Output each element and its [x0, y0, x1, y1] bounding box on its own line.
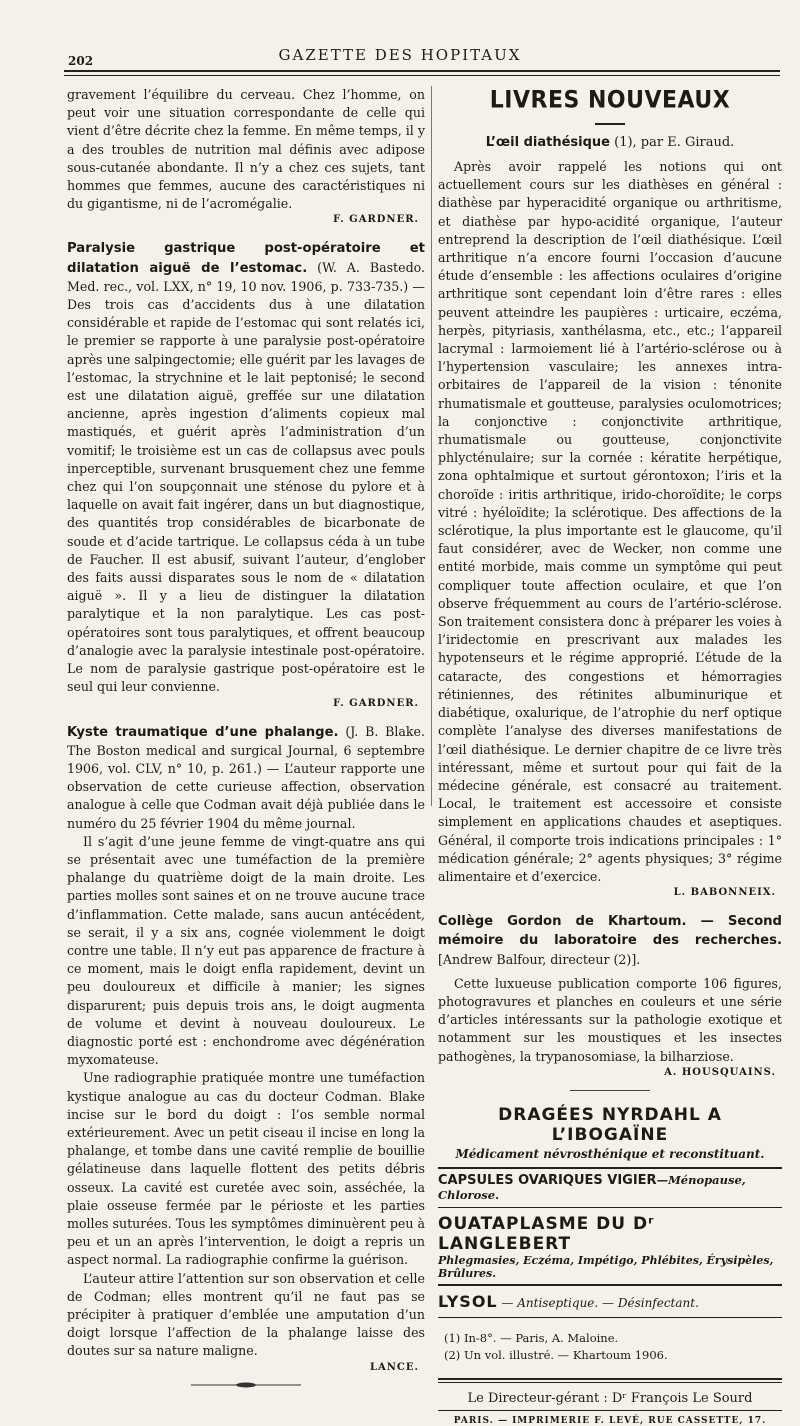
kyste-title: Kyste traumatique d’une phalange. — [67, 724, 339, 740]
ad-ouataplasme-desc: Phlegmasies, Eczéma, Impétigo, Phlébites, Érysipèles, Brûlures. — [438, 1253, 774, 1280]
running-title: GAZETTE DES HOPITAUX — [278, 46, 522, 64]
oeil-heading — [438, 135, 782, 150]
gordon-title: Collège Gordon de Khartoum. — Second mémoire du laboratoire des recherches. — [438, 914, 782, 949]
kyste-reference: (J. B. Blake. The Boston medical and surgical Journal, 6 septembre 1906, vol. CLV, n° 10, p. 261.) — — [67, 723, 425, 776]
section-rule — [595, 123, 625, 125]
article-paralysie — [67, 239, 425, 708]
ad-capsules-brand: CAPSULES OVARIQUES VIGIER — [438, 1172, 657, 1188]
imprint-line: PARIS. — IMPRIMERIE F. LEVÉ, RUE CASSETTE, 17. — [453, 1415, 767, 1426]
kyste-paragraph-2: Il s’agit d’une jeune femme de vingt-quatre ans qui se présentait avec une tuméfaction de la première phalange du quatrième doigt de la main droite. Les parties molles sont saines et on ne trouve aucune trace d’inflammation. Cette malade, sans aucun antécédent, se serait, il y a six ans, cognée violemment le doigt contre une table. Il n’y eut pas apparence de fracture à ce moment, mais le doigt enfla rapidement, devint un peu douloureux et difficile à manier; les signes disparurent; puis depuis trois ans, le doigt augmenta de volume et devint à nouveau douloureux. Le diagnostic porté est : enchondrome avec dégénération myxomateuse. — [67, 833, 425, 1068]
left-column — [67, 86, 426, 1373]
oeil-reference: (1), par E. Giraud. — [609, 135, 735, 150]
ad-capsules — [438, 1173, 782, 1203]
paralysie-paragraph — [67, 239, 425, 696]
gordon-heading — [438, 912, 782, 969]
end-ornament — [67, 1381, 425, 1392]
ad-nyrdahl-subtitle: Médicament névrosthénique et reconstituant. — [455, 1146, 765, 1161]
ad-nyrdahl-title: DRAGÉES NYRDAHL A L’IBOGAÏNE — [498, 1104, 722, 1145]
footer-rule — [438, 1382, 782, 1383]
article-kyste — [67, 723, 425, 1392]
gordon-body: Cette luxueuse publication comporte 106 figures, photogravures et planches en couleurs et une série d’articles intéressants sur la pathologie exotique et notamment sur les moustiques et les insectes pathogènes, la trypanosomiase, la bilharziose. — [438, 975, 782, 1064]
ad-rule — [438, 1207, 782, 1208]
right-column — [438, 86, 782, 1426]
header-rule-thick — [64, 70, 780, 72]
ornament-rule — [191, 1381, 301, 1389]
ad-rule — [438, 1284, 782, 1286]
paralysie-reference: (W. A. Bastedo. Med. rec., vol. LXX, n° 19, 10 nov. 1906, p. 733-735.) — — [67, 259, 426, 294]
footnotes — [438, 1330, 782, 1364]
ads-block — [438, 1105, 782, 1318]
ad-ouataplasme-brand: OUATAPLASME DU Dʳ LANGLEBERT — [438, 1213, 655, 1254]
ad-lysol — [438, 1292, 782, 1311]
column-divider — [431, 86, 432, 806]
paralysie-body: Des trois cas d’accidents dus à une dilatation considérable et rapide de l’estomac qui sont relatés ici, le premier se rapporte à une paralysie post-opératoire après une salpingectomie; elle guérit par les lavages de l’estomac, la strychnine et le lait peptonisé; le second est une dilatation aiguë, greffée sur une dilatation ancienne, après ingestion d’aliments copieux mal mastiqués, et guérit après l’administration d’un vomitif; le troisième est un cas de collapsus avec pouls inperceptible, survenant brusquement chez une femme chez qui l’on soupçonnait une sténose du pylore et à laquelle on avait fait ingérer, dans un but diagnostique, des quantités trop considérables de bicarbonate de soude et d’acide tartrique. Le collapsus céda à un tube de Faucher. Il est abusif, suivant l’auteur, d’englober des faits aussi disparates sous le nom de « dilatation aiguë ». Il y a lieu de distinguer la dilatation paralytique et la non paralytique. Les cas post-opératoires sont tous paralytiques, et offrent beaucoup d’analogie avec la paralysie intestinale post-opératoire. Le nom de paralysie gastrique post-opératoire est le seul qui leur convienne. — [67, 297, 425, 695]
article-gordon — [438, 912, 782, 1078]
directeur-gerant: Le Directeur-gérant : Dʳ François Le Sourd — [467, 1390, 753, 1406]
paralysie-title: Paralysie gastrique post-opératoire et dilatation aiguë de l’estomac. — [67, 241, 425, 276]
ad-lysol-brand: LYSOL — [438, 1291, 498, 1311]
ads-separator — [570, 1090, 650, 1091]
gordon-signature: A. HOUSQUAINS. — [664, 1066, 776, 1078]
footer-rule — [438, 1378, 782, 1380]
ad-rule — [438, 1317, 782, 1318]
oeil-body: Après avoir rappelé les notions qui ont actuellement cours sur les diathèses en général : diathèse par hyperacidité organique ou arthritisme, et diathèse par hypo-acidité organique, l’auteur entreprend la description de l’œil diathésique. L’œil arthritique n’a encore fourni l’occasion d’aucune étude d’ensemble : les affections oculaires d’origine arthritique sont cependant loin d’être rares : elles peuvent atteindre les paupières : urticaire, eczéma, herpès, pityriasis, xanthélasma, etc., etc.; l’appareil lacrymal : larmoiement lié à l’artério-sclérose ou à l’hypertension vasculaire; les annexes intra-orbitaires de l’appareil de la vision : ténonite rhumatismale et goutteuse, paralysies oculomotrices; la conjonctive : conjonctivite arthritique, rhumatismale ou goutteuse, conjonctivite phlycténulaire; sur la cornée : kératite herpétique, zona ophtalmique et surtout gérontoxon; l’iris et la choroïde : iritis arthritique, irido-choroïdite; le corps vitré : hyéloïdite; la sclérotique. Des affections de la sclérotique, la plus importante est le glaucome, qu’il faut considérer, avec de Wecker, non comme une entité morbide, mais comme un symptôme qui peut compliquer toute affection oculaire, et que l’on observe fréquemment au cours de l’artério-sclérose. Son traitement consistera donc à préparer les voies à l’iridectomie en prescrivant aux malades les hypotenseurs et le régime approprié. L’étude de la cataracte, des congestions et hémorragies rétiniennes, des rétinites albuminurique et diabétique, oxalurique, de l’atrophie du nerf optique complète l’analyse des diverses manifestations de l’œil diathésique. Le dernier chapitre de ce livre très intéressant, même et surtout pour qui fait de la médecine générale, est consacré au traitement. Local, le traitement est accessoire et consiste simplement en applications chaudes et aseptiques. Général, il comporte trois indications principales : 1° médication générale; 2° agents physiques; 3° régime alimentaire et d’exercice. — [438, 159, 782, 884]
oeil-title: L’œil diathésique — [485, 135, 610, 150]
footer-rule — [438, 1410, 782, 1411]
kyste-paragraph-1 — [67, 723, 425, 833]
header-rule-thin — [64, 75, 780, 76]
kyste-paragraph-4: L’auteur attire l’attention sur son observation et celle de Codman; elles montrent qu’il ne faut pas se précipiter à pratiquer d’emblée une amputation d’un doigt lorsque l’affection de la phalange laisse des doutes sur sa nature maligne. — [67, 1270, 425, 1359]
ad-lysol-desc: — Antiseptique. — Désinfectant. — [497, 1295, 699, 1310]
footnote-1: (1) In-8°. — Paris, A. Maloine. — [444, 1330, 619, 1345]
kyste-signature: LANCE. — [370, 1361, 419, 1373]
kyste-body-1: L’auteur rapporte une observation de cette curieuse affection, observation analogue à celle que Codman avait déjà publiée dans le numéro du 25 février 1904 du même journal. — [67, 760, 425, 831]
section-title: LIVRES NOUVEAUX — [489, 86, 731, 115]
kyste-paragraph-3: Une radiographie pratiquée montre une tuméfaction kystique analogue au cas du docteur Codman. Blake incise sur le bord du doigt : l’os semble normal extérieurement. Avec un petit ciseau il incise en long la phalange, et tombe dans une cavité remplie de bouillie gélatineuse dans laquelle flottent des petits débris osseux. La cavité est curetée avec soin, asséchée, la plaie osseuse fermée par le périoste et les parties molles suturées. Tous les symptômes diminuèrent peu à peu et un an après l’intervention, le doigt a repris un aspect normal. La radiographie confirme la guérison. — [67, 1070, 425, 1268]
oeil-signature: L. BABONNEIX. — [673, 887, 776, 899]
ad-rule — [438, 1167, 782, 1169]
intro-signature: F. GARDNER. — [333, 214, 419, 226]
intro-paragraph: gravement l’équilibre du cerveau. Chez l’homme, on peut voir une situation correspondante de celle qui vient d’être décrite chez la femme. En même temps, il y a des troubles de nutrition mal définis avec adipose sous-cutanée abondante. Il n’y a chez ces sujets, tant hommes que femmes, aucune des caractéristiques ni du gigantisme, ni de l’acromégalie. — [67, 87, 425, 212]
gordon-reference: [Andrew Balfour, directeur (2)]. — [438, 951, 641, 967]
footnote-2: (2) Un vol. illustré. — Khartoum 1906. — [444, 1347, 668, 1362]
ad-capsules-desc: —Ménopause, Chlorose. — [438, 1172, 746, 1202]
paralysie-signature: F. GARDNER. — [333, 697, 419, 709]
page-number: 202 — [68, 54, 94, 68]
